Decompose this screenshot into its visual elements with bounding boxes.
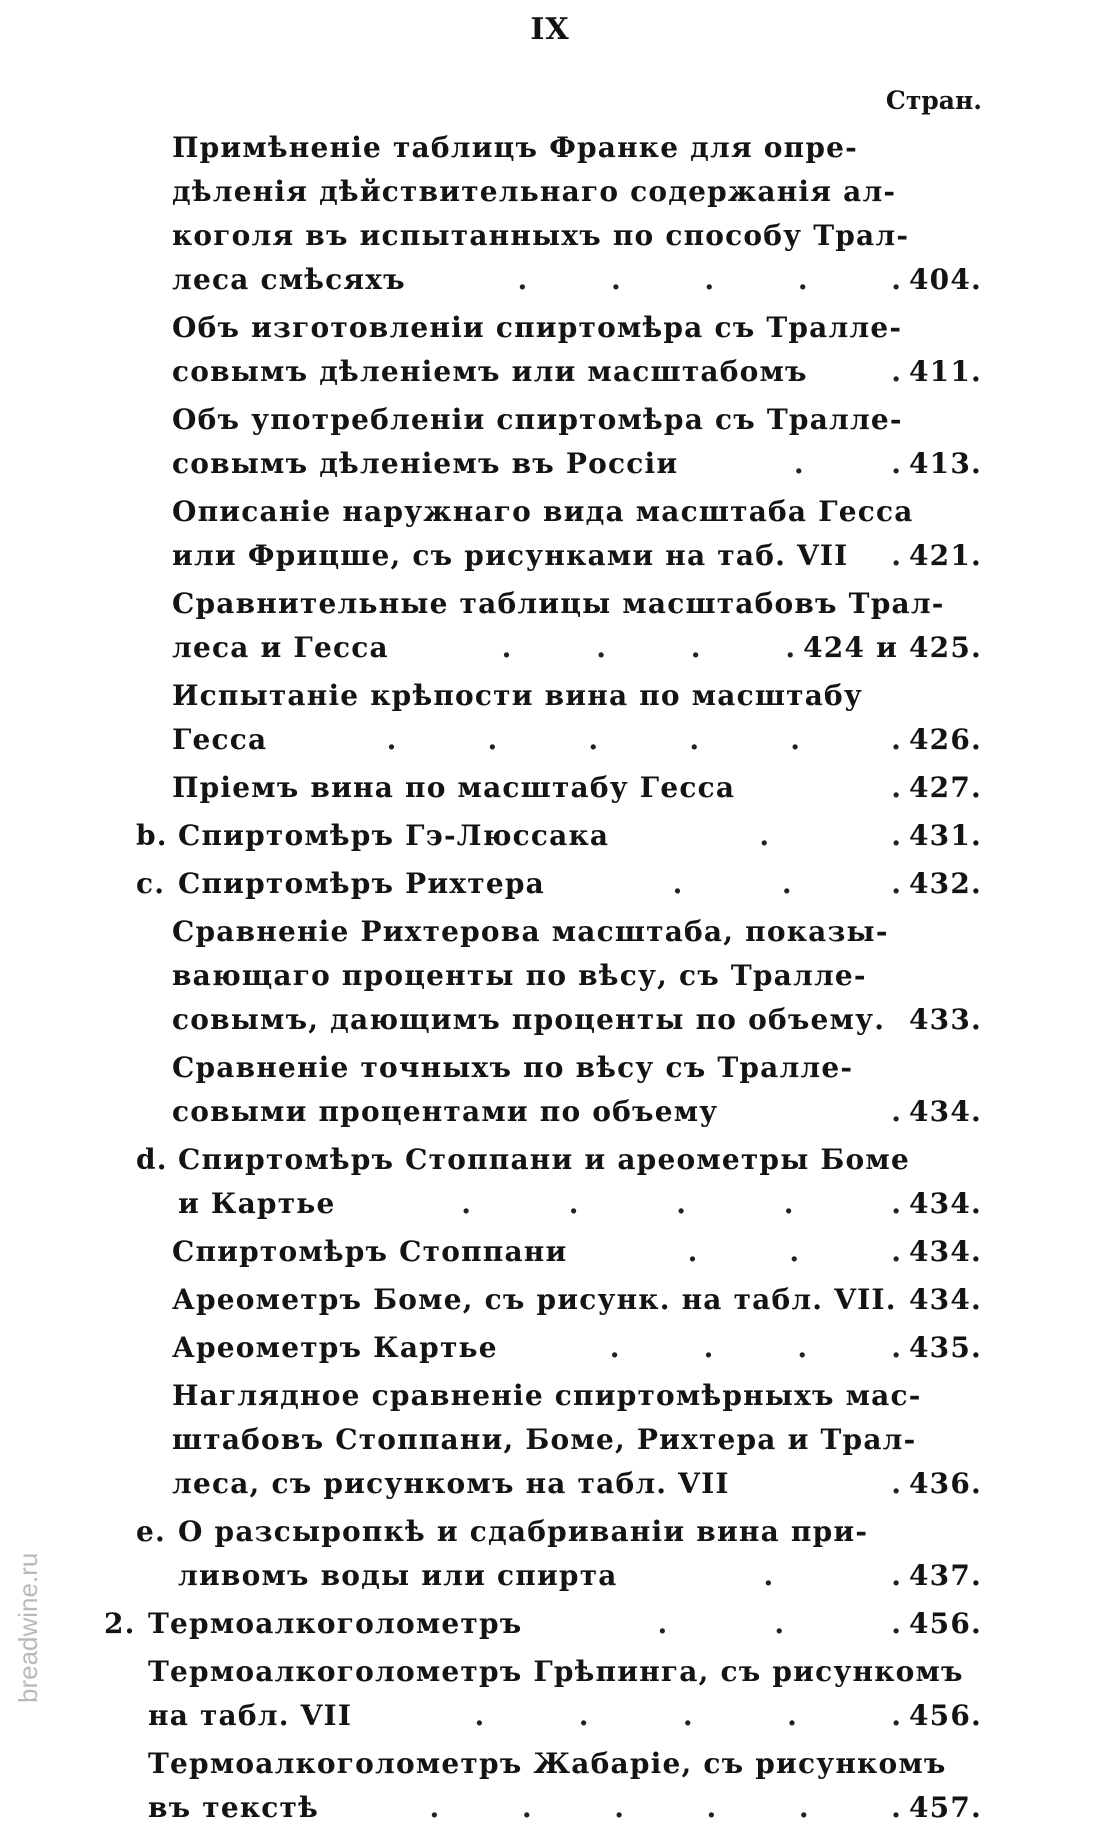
dot-leader: . . . . (609, 1331, 901, 1364)
dot-leader: . . (793, 447, 901, 480)
dot-leader: . . . (687, 1235, 901, 1268)
entry-title-line: Объ изготовленіи спиртомѣра съ Тралле- (172, 311, 903, 344)
entry-title-line: на табл. VII (148, 1699, 353, 1732)
entry-title-line: Спиртомѣръ Рихтера (178, 867, 545, 900)
page-reference: 432. (909, 867, 982, 900)
entry-title-line: совымъ дѣленіемъ или масштабомъ (172, 355, 808, 388)
toc-line (0, 954, 1100, 998)
toc-line (0, 1046, 1100, 1090)
dot-leader: . . (759, 819, 901, 852)
toc-entry (0, 582, 1100, 670)
dot-leader: . (891, 1095, 901, 1128)
entry-title-line: Наглядное сравненіе спиртомѣрныхъ мас- (172, 1379, 922, 1412)
toc-entry (0, 674, 1100, 762)
page-reference: 426. (909, 723, 982, 756)
toc-line (0, 534, 1100, 578)
dot-leader: . . . . . (461, 1187, 901, 1220)
dot-leader: . (891, 1467, 901, 1500)
watermark (14, 1303, 48, 1703)
toc-entry (0, 398, 1100, 486)
entry-title-line: Объ употребленіи спиртомѣра съ Тралле- (172, 403, 903, 436)
entry-title-line: Пріемъ вина по масштабу Гесса (172, 771, 736, 804)
toc-entry (0, 814, 1100, 858)
page-reference: 434. (909, 1235, 982, 1268)
dot-leader: . . . . . (517, 263, 901, 296)
toc-entry (0, 910, 1100, 1042)
toc-line (0, 910, 1100, 954)
dot-leader: . . . (657, 1607, 901, 1640)
entry-title-line: Сравнительные таблицы масштабовъ Трал- (172, 587, 945, 620)
toc-entry (0, 1510, 1100, 1598)
entry-title-line: Термоалкоголометръ Грѣпинга, съ рисункомъ (148, 1655, 964, 1688)
entry-title-line: Сравненіе точныхъ по вѣсу съ Тралле- (172, 1051, 854, 1084)
entry-title-line: Ареометръ Боме, съ рисунк. на табл. VII. (172, 1283, 897, 1316)
toc-line (0, 398, 1100, 442)
page-reference: 457. (909, 1791, 982, 1824)
entry-title-line: дѣленія дѣйствительнаго содержанія ал- (172, 175, 897, 208)
dot-leader: . . . . . . (386, 723, 901, 756)
watermark-text: breadwine.ru (13, 1552, 43, 1703)
entry-marker: c. (136, 867, 166, 900)
page-number: IX (530, 12, 570, 47)
toc-line (0, 998, 1100, 1042)
entry-marker: d. (136, 1143, 168, 1176)
toc-entry (0, 1742, 1100, 1830)
toc-line (0, 766, 1100, 810)
toc-line (0, 1278, 1100, 1322)
toc-line (0, 1374, 1100, 1418)
toc-line (0, 1786, 1100, 1830)
entry-title-line: О разсыропкѣ и сдабриваніи вина при- (178, 1515, 869, 1548)
toc-line (0, 814, 1100, 858)
entry-title-line: ливомъ воды или спирта (178, 1559, 618, 1592)
column-header: Стран. (885, 86, 982, 115)
toc-line (0, 126, 1100, 170)
entry-title-line: въ текстѣ (148, 1791, 319, 1824)
entry-title-line: штабовъ Стоппани, Боме, Рихтера и Трал- (172, 1423, 917, 1456)
toc-line (0, 1694, 1100, 1738)
toc-line (0, 258, 1100, 302)
dot-leader: . . . . . (474, 1699, 901, 1732)
toc-line (0, 674, 1100, 718)
toc-entry (0, 1326, 1100, 1370)
entry-title-line: леса смѣсяхъ (172, 263, 406, 296)
entry-title-line: Описаніе наружнаго вида масштаба Гесса (172, 495, 914, 528)
toc-entry (0, 1602, 1100, 1646)
entry-title-line: Сравненіе Рихтерова масштаба, показы- (172, 915, 889, 948)
page-reference: 434. (909, 1283, 982, 1316)
toc-line (0, 582, 1100, 626)
entry-title-line: совымъ дѣленіемъ въ Россіи (172, 447, 679, 480)
entry-title-line: Термоалкоголометръ Жабаріе, съ рисункомъ (148, 1747, 947, 1780)
toc-line (0, 1510, 1100, 1554)
toc-line (0, 490, 1100, 534)
toc-line (0, 1230, 1100, 1274)
page-reference: 427. (909, 771, 982, 804)
toc-line (0, 442, 1100, 486)
toc-entry (0, 306, 1100, 394)
entry-title-line: коголя въ испытанныхъ по способу Трал- (172, 219, 910, 252)
toc-entry (0, 490, 1100, 578)
toc-line (0, 1182, 1100, 1226)
page-reference: 437. (909, 1559, 982, 1592)
page-reference: 435. (909, 1331, 982, 1364)
entry-title-line: вающаго проценты по вѣсу, съ Тралле- (172, 959, 867, 992)
toc-entry (0, 126, 1100, 302)
page-reference: 424 и 425. (803, 631, 982, 664)
toc-line (0, 350, 1100, 394)
dot-leader: . . . . . . (429, 1791, 901, 1824)
toc-line (0, 1090, 1100, 1134)
toc-line (0, 1326, 1100, 1370)
entry-title-line: Спиртомѣръ Стоппани (172, 1235, 568, 1268)
page-reference: 436. (909, 1467, 982, 1500)
entry-marker: b. (136, 819, 168, 852)
table-of-contents (0, 126, 1100, 1834)
toc-line (0, 1554, 1100, 1598)
dot-leader: . (891, 771, 901, 804)
toc-line (0, 170, 1100, 214)
toc-line (0, 214, 1100, 258)
entry-marker: e. (136, 1515, 166, 1548)
entry-title-line: леса и Гесса (172, 631, 389, 664)
entry-marker: 2. (104, 1607, 136, 1640)
toc-line (0, 1418, 1100, 1462)
toc-line (0, 1462, 1100, 1506)
toc-entry (0, 766, 1100, 810)
toc-entry (0, 1230, 1100, 1274)
page-reference: 434. (909, 1095, 982, 1128)
toc-entry (0, 1138, 1100, 1226)
entry-title-line: Ареометръ Картье (172, 1331, 498, 1364)
toc-entry (0, 1046, 1100, 1134)
page-reference: 421. (909, 539, 982, 572)
toc-line (0, 1602, 1100, 1646)
toc-line (0, 1742, 1100, 1786)
toc-line (0, 1650, 1100, 1694)
dot-leader: . . . . (501, 631, 796, 664)
page-reference: 411. (909, 355, 982, 388)
page-reference: 433. (909, 1003, 982, 1036)
toc-entry (0, 1374, 1100, 1506)
toc-line (0, 1138, 1100, 1182)
toc-entry (0, 862, 1100, 906)
page-reference: 413. (909, 447, 982, 480)
entry-title-line: совымъ, дающимъ проценты по объему. (172, 1003, 886, 1036)
page-reference: 404. (909, 263, 982, 296)
entry-title-line: и Картье (178, 1187, 336, 1220)
entry-title-line: или Фрицше, съ рисунками на таб. VII (172, 539, 849, 572)
page-reference: 431. (909, 819, 982, 852)
entry-title-line: Испытаніе крѣпости вина по масштабу (172, 679, 864, 712)
toc-line (0, 862, 1100, 906)
entry-title-line: Примѣненіе таблицъ Франке для опре- (172, 131, 858, 164)
entry-title-line: Гесса (172, 723, 268, 756)
entry-title-line: совыми процентами по объему (172, 1095, 719, 1128)
dot-leader: . . (763, 1559, 901, 1592)
page-reference: 456. (909, 1607, 982, 1640)
entry-title-line: леса, съ рисункомъ на табл. VII (172, 1467, 730, 1500)
toc-entry (0, 1650, 1100, 1738)
toc-line (0, 306, 1100, 350)
page-reference: 434. (909, 1187, 982, 1220)
toc-entry (0, 1278, 1100, 1322)
entry-title-line: Спиртомѣръ Гэ-Люссака (178, 819, 610, 852)
toc-line (0, 718, 1100, 762)
entry-title-line: Термоалкоголометръ (148, 1607, 523, 1640)
dot-leader: . (891, 355, 901, 388)
dot-leader: . . . (672, 867, 901, 900)
page-reference: 456. (909, 1699, 982, 1732)
entry-title-line: Спиртомѣръ Стоппани и ареометры Боме (178, 1143, 910, 1176)
toc-line (0, 626, 1100, 670)
dot-leader: . (891, 539, 901, 572)
